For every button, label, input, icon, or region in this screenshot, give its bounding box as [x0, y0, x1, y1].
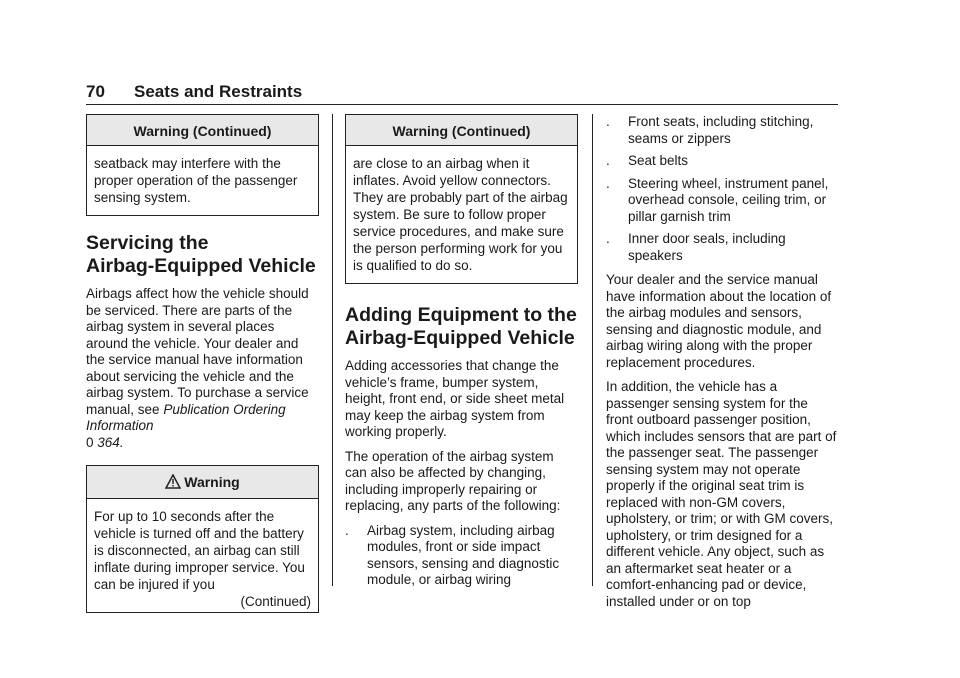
bullet-symbol: .	[606, 175, 610, 191]
list-item	[606, 153, 838, 170]
bullet-symbol: .	[606, 153, 610, 168]
bullet-symbol: .	[345, 522, 349, 538]
warning-triangle-icon	[165, 474, 181, 492]
section-title: Seats and Restraints	[134, 82, 303, 101]
section-heading-adding-equipment	[345, 304, 578, 350]
heading-line-2: Airbag-Equipped Vehicle	[345, 327, 575, 349]
column-divider-1	[332, 114, 333, 586]
header-rule	[86, 104, 838, 105]
warning-box	[86, 465, 319, 613]
publication-ordering-link[interactable]: Publication Ordering Information	[86, 401, 286, 433]
bullet-symbol: .	[606, 114, 610, 129]
heading-line-1: Adding Equipment to the	[345, 304, 577, 326]
heading-line-1: Servicing the	[86, 232, 209, 254]
parts-list-continued	[606, 114, 838, 264]
warning-text: For up to 10 seconds after the vehicle is turned off and the battery is disconnected, an airbag can still inflate during improper service. You can be injured if you	[94, 509, 305, 592]
continued-label: (Continued)	[240, 594, 311, 609]
column-3	[606, 114, 838, 618]
page-ref-icon: 0	[86, 434, 94, 450]
page-ref-number[interactable]: 364	[97, 434, 120, 450]
list-item-text: Steering wheel, instrument panel, overhead console, ceiling trim, or pillar garnish trim	[628, 175, 829, 224]
list-item	[606, 114, 838, 147]
bullet-symbol: .	[606, 231, 610, 246]
page-number: 70	[86, 82, 105, 101]
servicing-paragraph: Airbags affect how the vehicle should be serviced. There are parts of the airbag system in several places around the vehicle. Your dealer and the service manual have information about servicing the vehicle and the airbag system. To purchase a service manual, see Publication Ordering Information 0 364.	[86, 286, 309, 450]
warning-continued-title: Warning (Continued)	[87, 115, 318, 146]
list-item-text: Front seats, including stitching, seams or zippers	[628, 114, 814, 146]
warning-title	[87, 466, 318, 499]
section-heading-servicing	[86, 232, 319, 278]
parts-list	[345, 523, 578, 589]
passenger-sensing-paragraph: In addition, the vehicle has a passenger sensing system for the front outboard passenger position, which includes sensors that are part of the passenger seat. The passenger sensing system may not operate properly if the original seat trim is replaced with non-GM covers, upholstery, or trim; or with GM covers, upholstery, or trim designed for a different vehicle. Any object, such as an aftermarket seat heater or a comfort-enhancing pad or device, installed under or on top	[606, 379, 837, 609]
warning-continued-text: seatback may interfere with the proper operation of the passenger sensing system.	[94, 156, 298, 205]
heading-line-2: Airbag-Equipped Vehicle	[86, 255, 316, 277]
column-2	[345, 114, 578, 597]
servicing-text: Airbags affect how the vehicle should be serviced. There are parts of the airbag system in several places around the vehicle. Your dealer and the service manual have information about servicing the vehicle and the airbag system. To purchase a service manual, see	[86, 286, 309, 417]
list-item	[345, 523, 578, 589]
warning-continued-text-2: are close to an airbag when it inflates. Avoid yellow connectors. They are probably part of the airbag system. Be sure to follow proper service procedures, and make sure the person performing work for you is qualified to do so.	[353, 156, 568, 273]
warning-continued-box-2	[345, 114, 578, 284]
column-1	[86, 114, 319, 613]
list-item	[606, 231, 838, 264]
list-item-text: Inner door seals, including speakers	[628, 231, 786, 263]
column-divider-2	[592, 114, 593, 586]
list-item	[606, 176, 838, 226]
adding-paragraph-2: The operation of the airbag system can also be affected by changing, including improperly repairing or replacing, any parts of the following:	[345, 448, 561, 513]
warning-title-text: Warning	[184, 474, 240, 490]
warning-continued-box	[86, 114, 319, 216]
dealer-paragraph: Your dealer and the service manual have information about the location of the airbag modules and sensors, sensing and diagnostic module, and airbag wiring along with the proper replacement procedures.	[606, 272, 832, 370]
adding-paragraph-1: Adding accessories that change the vehicle’s frame, bumper system, height, front end, or side sheet metal may keep the airbag system from working properly.	[345, 358, 565, 439]
list-item-text: Seat belts	[628, 153, 689, 168]
list-item-text: Airbag system, including airbag modules, front or side impact sensors, sensing and diagnostic module, or airbag wiring	[367, 522, 560, 587]
warning-continued-title-2: Warning (Continued)	[346, 115, 577, 146]
